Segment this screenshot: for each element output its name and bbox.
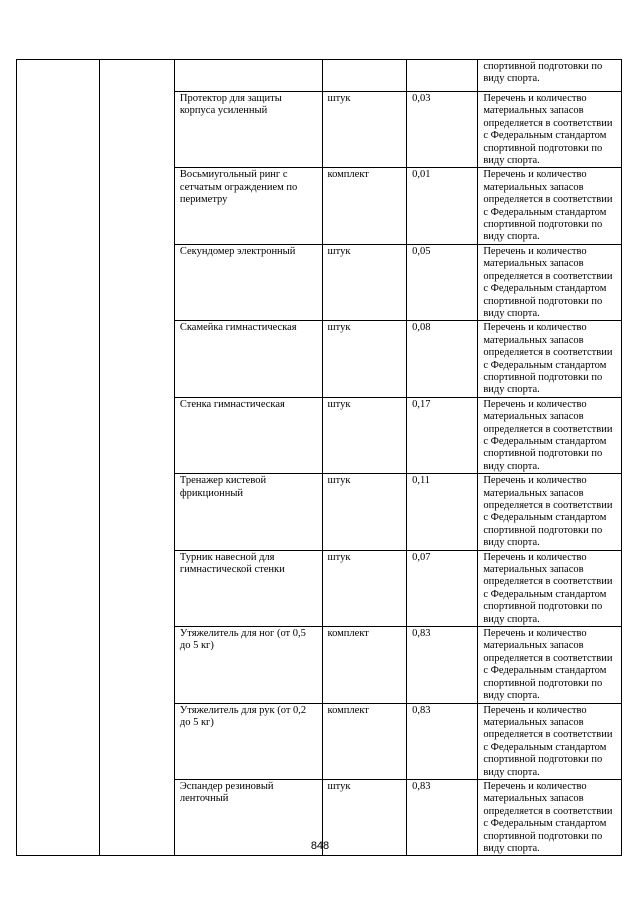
page-number: 848	[310, 840, 330, 852]
item-name-cell: Турник навесной для гимнастической стенки	[174, 550, 322, 626]
item-name-cell: Эспандер резиновый ленточный	[174, 779, 322, 855]
unit-cell: комплект	[322, 168, 407, 244]
quantity-cell	[407, 60, 478, 92]
unit-cell: комплект	[322, 627, 407, 703]
unit-cell: штук	[322, 397, 407, 473]
item-name-cell: Протектор для защиты корпуса усиленный	[174, 92, 322, 168]
table-row	[17, 60, 622, 92]
unit-cell: штук	[322, 779, 407, 855]
quantity-cell: 0,05	[407, 244, 478, 320]
note-cell: Перечень и количество материальных запасов определяется в соответствии с Федеральным стандартом спортивной подготовки по виду спорта.	[478, 627, 622, 703]
unit-cell: штук	[322, 321, 407, 397]
note-cell: спортивной подготовки по виду спорта.	[478, 60, 622, 92]
quantity-cell: 0,83	[407, 627, 478, 703]
item-name-cell: Утяжелитель для рук (от 0,2 до 5 кг)	[174, 703, 322, 779]
note-cell: Перечень и количество материальных запасов определяется в соответствии с Федеральным стандартом спортивной подготовки по виду спорта.	[478, 474, 622, 550]
note-cell: Перечень и количество материальных запасов определяется в соответствии с Федеральным стандартом спортивной подготовки по виду спорта.	[478, 779, 622, 855]
merged-cell-col1	[17, 60, 100, 856]
quantity-cell: 0,17	[407, 397, 478, 473]
quantity-cell: 0,11	[407, 474, 478, 550]
equipment-table	[16, 59, 622, 856]
note-cell: Перечень и количество материальных запасов определяется в соответствии с Федеральным стандартом спортивной подготовки по виду спорта.	[478, 550, 622, 626]
item-name-cell: Восьмиугольный ринг с сетчатым ограждением по периметру	[174, 168, 322, 244]
merged-cell-col2	[99, 60, 174, 856]
unit-cell: комплект	[322, 703, 407, 779]
note-cell: Перечень и количество материальных запасов определяется в соответствии с Федеральным стандартом спортивной подготовки по виду спорта.	[478, 168, 622, 244]
item-name-cell: Скамейка гимнастическая	[174, 321, 322, 397]
item-name-cell: Стенка гимнастическая	[174, 397, 322, 473]
unit-cell: штук	[322, 92, 407, 168]
item-name-cell	[174, 60, 322, 92]
quantity-cell: 0,01	[407, 168, 478, 244]
unit-cell: штук	[322, 474, 407, 550]
quantity-cell: 0,08	[407, 321, 478, 397]
note-cell: Перечень и количество материальных запасов определяется в соответствии с Федеральным стандартом спортивной подготовки по виду спорта.	[478, 321, 622, 397]
note-cell: Перечень и количество материальных запасов определяется в соответствии с Федеральным стандартом спортивной подготовки по виду спорта.	[478, 703, 622, 779]
item-name-cell: Тренажер кистевой фрикционный	[174, 474, 322, 550]
quantity-cell: 0,83	[407, 779, 478, 855]
quantity-cell: 0,03	[407, 92, 478, 168]
item-name-cell: Утяжелитель для ног (от 0,5 до 5 кг)	[174, 627, 322, 703]
quantity-cell: 0,83	[407, 703, 478, 779]
quantity-cell: 0,07	[407, 550, 478, 626]
unit-cell	[322, 60, 407, 92]
unit-cell: штук	[322, 244, 407, 320]
item-name-cell: Секундомер электронный	[174, 244, 322, 320]
note-cell: Перечень и количество материальных запасов определяется в соответствии с Федеральным стандартом спортивной подготовки по виду спорта.	[478, 92, 622, 168]
note-cell: Перечень и количество материальных запасов определяется в соответствии с Федеральным стандартом спортивной подготовки по виду спорта.	[478, 244, 622, 320]
unit-cell: штук	[322, 550, 407, 626]
note-cell: Перечень и количество материальных запасов определяется в соответствии с Федеральным стандартом спортивной подготовки по виду спорта.	[478, 397, 622, 473]
